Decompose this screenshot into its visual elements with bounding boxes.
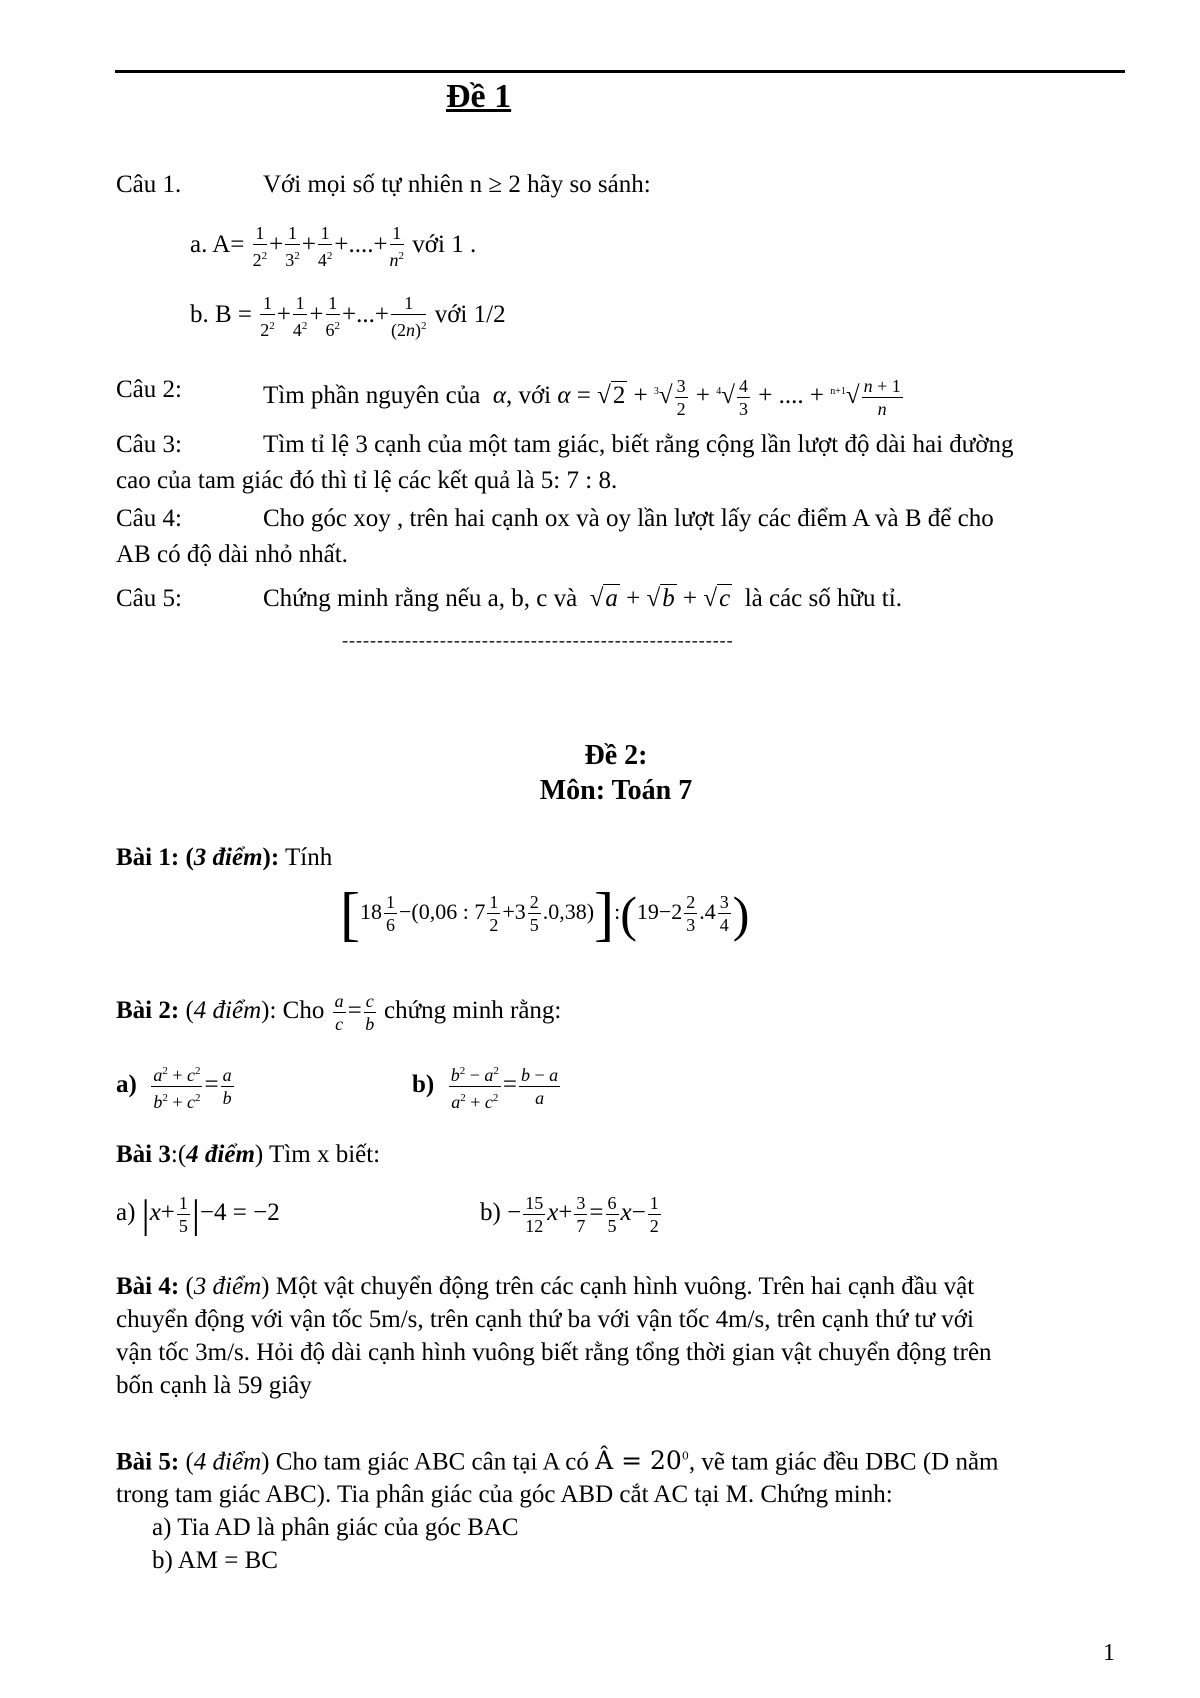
bai5-line1-post: , vẽ tam giác đều DBC (D nằm <box>688 1448 999 1476</box>
bai3-points: 4 điểm <box>186 1141 255 1168</box>
bai1-text: Tính <box>285 844 333 871</box>
bai5-line1-pre: Cho tam giác ABC cân tại A có <box>275 1448 589 1476</box>
top-rule <box>115 70 1125 73</box>
bai2-b: b) $\frac{b^2 - a^2}{a^2 + c^2}$ = $\frac{b - a}{a}$ <box>412 1060 562 1113</box>
bai1-points: 3 điểm <box>193 844 263 871</box>
bai2-points: 4 điểm <box>193 997 262 1025</box>
bai3-a-label: a) <box>116 1199 136 1227</box>
bai4-line1: Một vật chuyển động trên các cạnh hình vuông. Trên hai cạnh đầu vật <box>275 1273 975 1300</box>
cau5-line: Chứng minh rằng nếu a, b, c và √a + √b + √c là các số hữu tỉ. <box>263 585 902 612</box>
cau1-label: Câu 1. <box>116 171 182 198</box>
bai3-line: Bài 3:(4 điểm) Tìm x biết: <box>116 1141 381 1168</box>
bai1-expression: [18 $\frac{1}{6}$ −(0,06 : 7 $\frac{1}{2}$ +3 $\frac{2}{5}$ .0,38)]:(19−2 $\frac{2}{3}$ .4 $\frac{3}{4}$ ) <box>340 880 750 947</box>
bai4: Bài 4: (3 điểm) Một vật chuyển động trên các cạnh hình vuông. Trên hai cạnh đầu vật chuyển động với vận tốc 5m/s, trên cạnh thứ ba với vận tốc 4m/s, trên cạnh thứ tư với vận tốc 3m/s. Hỏi độ dài cạnh hình vuông biết rằng tổng thời gian vật chuyển động trên bốn cạnh là 59 giây <box>116 1270 1126 1402</box>
bai2-text-post: chứng minh rằng: <box>383 997 562 1025</box>
cau3-line2: cao của tam giác đó thì tỉ lệ các kết quả là 5: 7 : 8. <box>116 467 618 494</box>
cau1b: b. B = $\frac{1}{2^2}$ + $\frac{1}{4^2}$ + $\frac{1}{6^2}$ +...+ $\frac{1}{(2n)^2}$ với 1/2 <box>190 293 506 340</box>
bai3-a: a) |x+ $\frac{1}{5}$ |−4 = −2 <box>116 1191 280 1237</box>
bai3-label: Bài 3 <box>116 1141 171 1168</box>
cau3-label: Câu 3: <box>116 431 182 458</box>
cau4-label: Câu 4: <box>116 505 182 532</box>
page-number: 1 <box>1103 1640 1115 1666</box>
bai4-line2: chuyển động với vận tốc 5m/s, trên cạnh thứ ba với vận tốc 4m/s, trên cạnh thứ tư với <box>116 1306 974 1333</box>
cau5-label: Câu 5: <box>116 585 182 612</box>
cau1b-prefix: b. B = <box>190 301 253 329</box>
cau1-text: Với mọi số tự nhiên n ≥ 2 hãy so sánh: <box>263 171 651 198</box>
bai5-points: 4 điểm <box>193 1448 262 1476</box>
bai4-line4: bốn cạnh là 59 giây <box>116 1372 312 1399</box>
de1-title: Đề 1 <box>446 78 512 115</box>
cau2-with: , với <box>505 382 552 410</box>
bai3-text: Tìm x biết: <box>269 1141 381 1168</box>
bai4-points: 3 điểm <box>193 1273 262 1300</box>
de2-title: Đề 2: <box>584 740 648 771</box>
bai3-b-label: b) <box>480 1199 501 1227</box>
cau1a-suffix: với 1 . <box>412 231 477 259</box>
cau4-line1: Cho góc xoy , trên hai cạnh ox và oy lần lượt lấy các điểm A và B để cho <box>263 505 994 532</box>
cau1a: a. A= $\frac{1}{2^2}$ + $\frac{1}{3^2}$ + $\frac{1}{4^2}$ +....+ $\frac{1}{n^2}$ với 1 . <box>190 223 477 270</box>
cau2-label: Câu 2: <box>116 376 182 403</box>
bai5-b: b) AM = BC <box>152 1547 278 1575</box>
cau5-text: Chứng minh rằng nếu a, b, c và <box>263 585 578 612</box>
bai1-line: Bài 1: (3 điểm): Tính <box>116 844 333 871</box>
bai2-text-pre: Cho <box>282 997 325 1025</box>
bai5-label: Bài 5: <box>116 1448 180 1476</box>
bai2-line: Bài 2: (4 điểm): Cho $\frac{a}{c}$ = $\frac{c}{b}$ chứng minh rằng: <box>116 991 562 1034</box>
cau5-suffix: là các số hữu tỉ. <box>744 585 902 612</box>
bai5-a: a) Tia AD là phân giác của góc BAC <box>152 1514 519 1542</box>
cau2-text: Tìm phần nguyên của <box>263 382 481 410</box>
bai2-a-label: a) <box>116 1071 137 1099</box>
de2-subject: Môn: Toán 7 <box>539 775 693 806</box>
bai4-label: Bài 4: <box>116 1273 180 1300</box>
cau1b-suffix: với 1/2 <box>434 301 506 329</box>
bai2-b-label: b) <box>412 1071 435 1099</box>
bai1-label: Bài 1: <box>116 844 180 871</box>
cau3-line1: Tìm tỉ lệ 3 cạnh của một tam giác, biết rằng cộng lần lượt độ dài hai đường <box>263 431 1014 458</box>
separator: -------------------------------------------------------- <box>342 630 734 650</box>
bai3-b: b) − $\frac{15}{12}$ x+ $\frac{3}{7}$ = $\frac{6}{5}$ x− $\frac{1}{2}$ <box>480 1193 659 1236</box>
bai4-line3: vận tốc 3m/s. Hỏi độ dài cạnh hình vuông biết rằng tổng thời gian vật chuyển động trên <box>116 1339 992 1366</box>
cau4-line2: AB có độ dài nhỏ nhất. <box>116 541 348 568</box>
cau2-line: Tìm phần nguyên của α, với α = √2 + $^3$√ $\frac{3}{2}$ + $^4$√ $\frac{4}{3}$ + .... + $^{n+1}$√ $\frac{n + 1}{n}$ <box>263 376 901 419</box>
cau1a-prefix: a. A= <box>190 231 245 259</box>
bai2-label: Bài 2: <box>116 997 180 1025</box>
bai5-line2: trong tam giác ABC). Tia phân giác của góc ABD cắt AC tại M. Chứng minh: <box>116 1481 893 1509</box>
bai5: Bài 5: (4 điểm) Cho tam giác ABC cân tại A có Â = $20^0$, vẽ tam giác đều DBC (D nằm trong tam giác ABC). Tia phân giác của góc ABD cắt AC tại M. Chứng minh: a) Tia AD là phân giác của góc BAC b) AM = BC <box>116 1440 1126 1577</box>
bai2-a: a) $\frac{a^2 + c^2}{b^2 + c^2}$ = $\frac{a}{b}$ <box>116 1060 236 1113</box>
